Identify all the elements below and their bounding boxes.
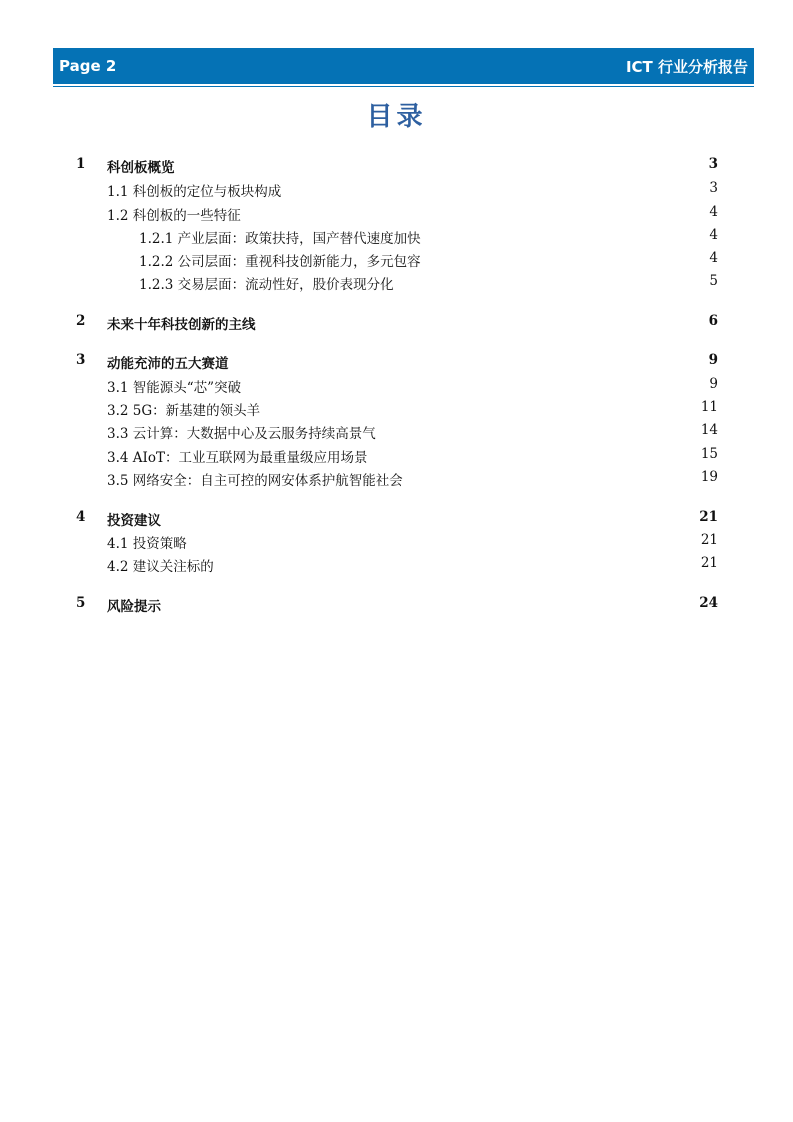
header-rule: [53, 86, 754, 87]
toc-entry[interactable]: [76, 446, 718, 468]
toc-entry-page: 21: [699, 509, 718, 525]
toc-entry-label: 1.2 科创板的一些特征: [107, 208, 241, 224]
toc-entry-page: 21: [700, 532, 718, 548]
toc-entry[interactable]: [76, 532, 718, 554]
toc-entry[interactable]: [76, 156, 718, 178]
toc-entry[interactable]: [76, 313, 718, 335]
toc-entry-label: 科创板概览: [107, 160, 175, 176]
toc-entry-page: 4: [709, 250, 718, 266]
toc-entry-label: 4.1 投资策略: [107, 536, 187, 552]
toc-entry-number: 3: [76, 352, 86, 368]
toc-entry-page: 3: [709, 180, 718, 196]
toc-entry-label: 1.2.1 产业层面：政策扶持，国产替代速度加快: [139, 231, 421, 247]
toc-entry[interactable]: [76, 422, 718, 444]
toc-entry-page: 9: [709, 376, 718, 392]
toc-entry-label: 投资建议: [107, 513, 161, 529]
toc-entry-label: 1.2.3 交易层面：流动性好，股价表现分化: [139, 277, 394, 293]
toc-entry-page: 4: [709, 227, 718, 243]
page-number-label: Page 2: [59, 57, 117, 75]
toc-entry-page: 6: [708, 313, 718, 329]
toc-title: 目录: [366, 102, 427, 132]
toc-entry[interactable]: [76, 180, 718, 202]
toc-entry-page: 24: [699, 595, 718, 611]
toc-entry[interactable]: [76, 399, 718, 421]
toc-entry-label: 3.2 5G：新基建的领头羊: [107, 403, 261, 419]
toc-entry-label: 风险提示: [107, 599, 161, 615]
toc-entry-page: 11: [700, 399, 718, 415]
toc-entry-number: 1: [76, 156, 86, 172]
toc-entry-number: 2: [76, 313, 86, 329]
toc-entry-label: 1.1 科创板的定位与板块构成: [107, 184, 282, 200]
toc-entry-label: 未来十年科技创新的主线: [107, 317, 256, 333]
toc-entry-page: 4: [709, 204, 718, 220]
toc-entry-page: 9: [708, 352, 718, 368]
toc-entry[interactable]: [76, 352, 718, 374]
toc-entry-number: 5: [76, 595, 86, 611]
toc-entry-page: 3: [708, 156, 718, 172]
toc-entry[interactable]: [76, 250, 718, 272]
toc-entry-page: 5: [709, 273, 718, 289]
report-title: ICT 行业分析报告: [625, 57, 748, 76]
toc-entry-label: 1.2.2 公司层面：重视科技创新能力，多元包容: [139, 254, 421, 270]
toc-entry[interactable]: [76, 376, 718, 398]
toc-entry-label: 3.4 AIoT：工业互联网为最重量级应用场景: [107, 450, 368, 466]
toc-entry[interactable]: [76, 204, 718, 226]
toc-entry-page: 21: [700, 555, 718, 571]
toc-entry-label: 4.2 建议关注标的: [107, 559, 214, 575]
toc-entry-number: 4: [76, 509, 86, 525]
toc-entry-label: 3.3 云计算：大数据中心及云服务持续高景气: [107, 426, 376, 442]
toc-entry-page: 14: [700, 422, 718, 438]
toc-entry-label: 3.1 智能源头“芯”突破: [107, 380, 242, 396]
toc-entry-page: 19: [700, 469, 718, 485]
toc-entry-label: 动能充沛的五大赛道: [107, 356, 229, 372]
page-header: [53, 48, 754, 84]
toc-entry-label: 3.5 网络安全：自主可控的网安体系护航智能社会: [107, 473, 403, 489]
toc-entry[interactable]: [76, 469, 718, 491]
toc-entry[interactable]: [76, 227, 718, 249]
toc-entry[interactable]: [76, 273, 718, 295]
toc-entry[interactable]: [76, 555, 718, 577]
toc-entry[interactable]: [76, 509, 718, 531]
toc-entry[interactable]: [76, 595, 718, 617]
toc-entry-page: 15: [700, 446, 718, 462]
